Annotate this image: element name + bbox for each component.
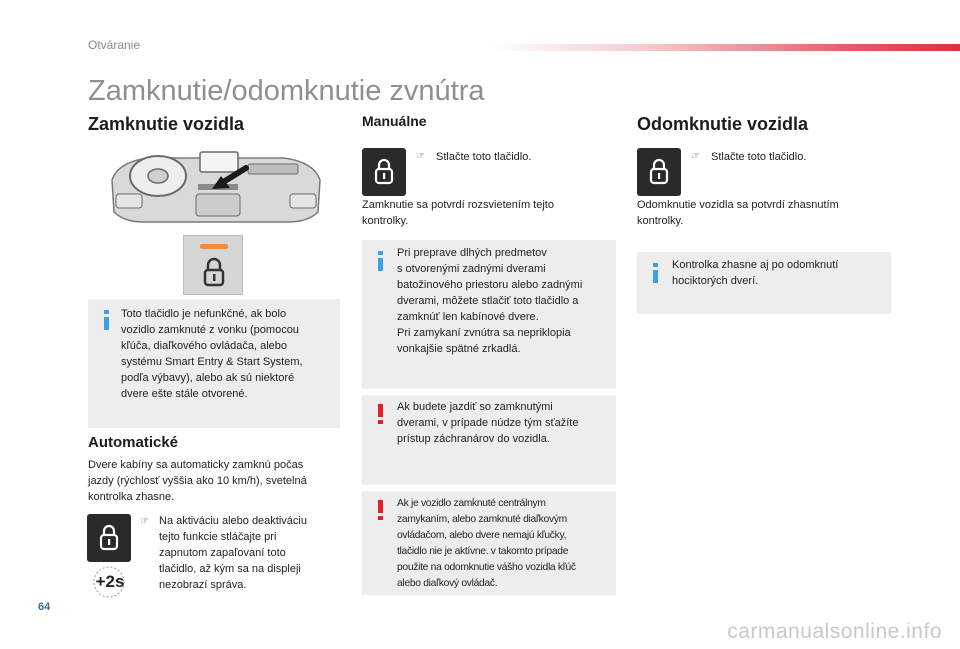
padlock-icon: [202, 256, 226, 288]
page-number: 64: [38, 601, 51, 613]
lock-button-image: [87, 514, 131, 562]
watermark: carmanualsonline.info: [727, 620, 942, 643]
warning-box-emergency: [362, 395, 616, 485]
manual-confirm-text: Zamknutie sa potvrdí rozsvietením tejto kontrolky.: [362, 199, 554, 227]
info-text: Kontrolka zhasne aj po odomknutí hociktorých dverí.: [672, 259, 839, 287]
manual-bullet-text: Stlačte toto tlačidlo.: [436, 151, 532, 163]
lock-button-image: [637, 148, 681, 196]
bullet-arrow-icon: ☞: [416, 151, 425, 162]
warning-text: Ak je vozidlo zamknuté centrálnym zamykaním, alebo zamknuté diaľkovým ovládačom, alebo dvere nemajú kľučky, tlačidlo nie je aktívne. v takomto prípade použite na odomknutie vášho vozidla kľúč alebo diaľkový ovládač.: [397, 498, 576, 589]
led-indicator-icon: [200, 244, 228, 249]
bullet-arrow-icon: ☞: [691, 151, 700, 162]
heading-automatic: Automatické: [88, 434, 179, 451]
warning-text: Ak budete jazdiť so zamknutými dverami, v prípade núdze tým sťažíte prístup záchranárov do vozidla.: [397, 401, 579, 445]
page-title: Zamknutie/odomknutie zvnútra: [88, 75, 485, 107]
info-box-unlock: [637, 252, 891, 314]
automatic-bullet-text: Na aktiváciu alebo deaktiváciu tejto funkcie stláčajte pri zapnutom zapaľovaní toto tlačidlo, až kým sa na displeji nezobrazí správa.: [159, 515, 307, 591]
warning-box-button-inactive: [362, 491, 616, 595]
heading-manual: Manuálne: [362, 113, 427, 129]
section-label: Otváranie: [88, 38, 141, 52]
info-icon: [647, 262, 665, 284]
info-text: Pri preprave dlhých predmetov s otvorenými zadnými dverami batožinového priestoru alebo zadnými dverami, môžete stlačiť toto tlačidlo a zamknúť len kabínové dvere. Pri zamykaní zvnútra sa nepriklopia vonkajšie spätné zrkadlá.: [397, 247, 583, 355]
info-text: Toto tlačidlo je nefunkčné, ak bolo vozidlo zamknuté z vonku (pomocou kľúča, diaľkového ovládača, alebo systému Smart Entry & Start System, podľa výbavy), alebo ak sú niektoré dvere ešte stále otvorené.: [121, 308, 303, 400]
dashboard-illustration: [108, 142, 324, 228]
warning-icon: [372, 499, 390, 521]
info-icon: [372, 250, 390, 272]
padlock-icon: [649, 157, 669, 185]
heading-unlock-vehicle: Odomknutie vozidla: [637, 114, 809, 134]
warning-icon: [372, 403, 390, 425]
heading-lock-vehicle: Zamknutie vozidla: [88, 114, 245, 134]
lock-button-with-led: [183, 235, 243, 295]
lock-button-image: [362, 148, 406, 196]
bullet-arrow-icon: ☞: [140, 516, 149, 527]
hold-timer-label: +2s: [95, 572, 125, 591]
info-box-button-inactive: [88, 299, 340, 428]
unlock-bullet-text: Stlačte toto tlačidlo.: [711, 151, 807, 163]
padlock-icon: [99, 523, 119, 551]
unlock-confirm-text: Odomknutie vozidla sa potvrdí zhasnutím kontrolky.: [637, 199, 839, 227]
info-box-long-objects: [362, 240, 616, 389]
automatic-description: Dvere kabíny sa automaticky zamknú počas jazdy (rýchlosť vyššia ako 10 km/h), svetelná kontrolka zhasne.: [88, 459, 307, 503]
info-icon: [98, 309, 116, 331]
header-accent-line: [490, 44, 960, 51]
padlock-icon: [374, 157, 394, 185]
